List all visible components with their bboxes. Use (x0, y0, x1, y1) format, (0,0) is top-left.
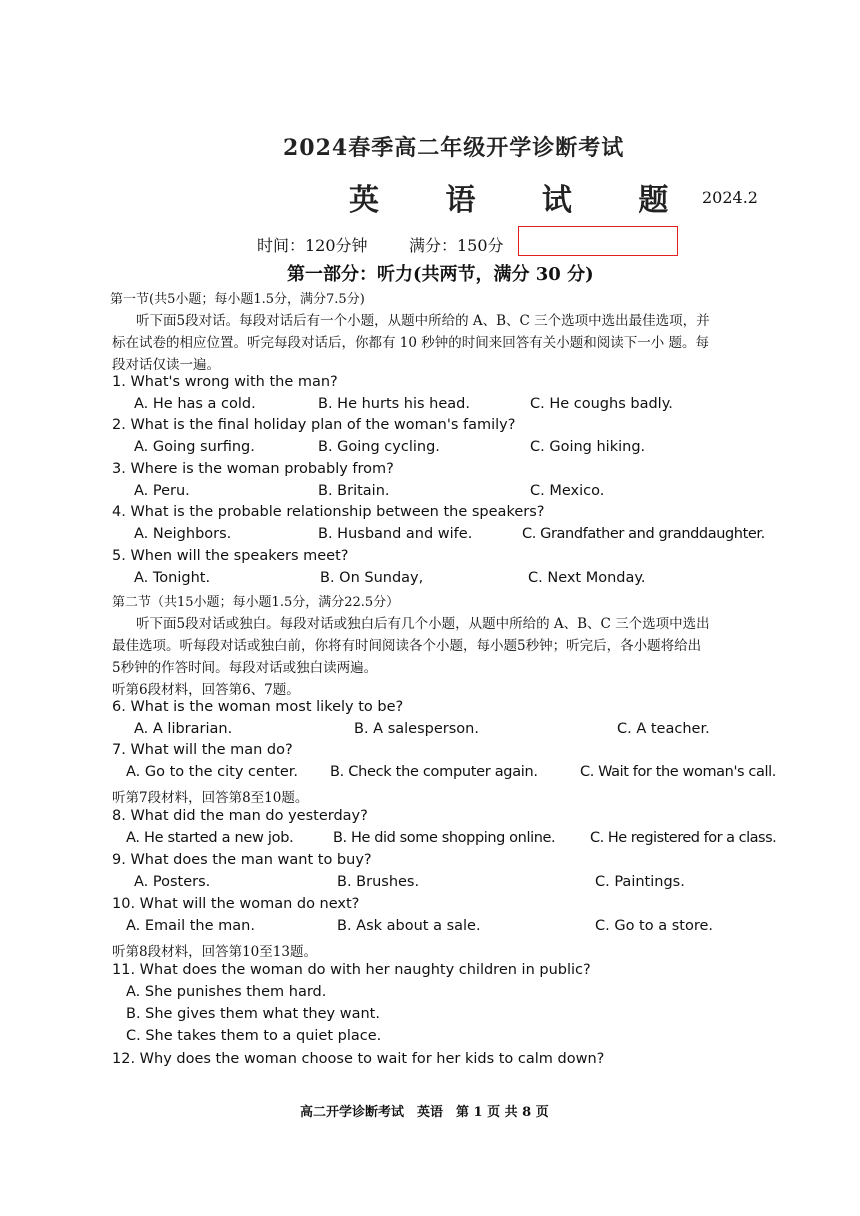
section2-heading: 第二节（共15小题；每小题1.5分，满分22.5分） (112, 595, 400, 610)
q2-option-a: A. Going surfing. (134, 439, 255, 455)
question-3: 3. Where is the woman probably from? (112, 461, 394, 477)
q1-option-a: A. He has a cold. (134, 396, 256, 412)
section2-instruction-line: 听下面5段对话或独白。每段对话或独白后有几个小题，从题中所给的 A、B、C 三个选项中选出 (136, 616, 710, 632)
q11-option-c: C. She takes them to a quiet place. (126, 1028, 382, 1044)
q1-option-b: B. He hurts his head. (318, 396, 470, 412)
question-6: 6. What is the woman most likely to be? (112, 699, 404, 715)
question-9: 9. What does the man want to buy? (112, 852, 372, 868)
q8-option-b: B. He did some shopping online. (333, 830, 556, 846)
q4-option-b: B. Husband and wife. (318, 526, 473, 542)
q2-option-c: C. Going hiking. (530, 439, 646, 455)
section2-instruction-line: 最佳选项。听每段对话或独白前，你将有时间阅读各个小题，每小题5秒钟；听完后，各小题将给出 (112, 638, 702, 654)
section2-instruction-line: 5秒钟的作答时间。每段对话或独白读两遍。 (112, 660, 378, 676)
exam-title: 2024春季高二年级开学诊断考试 (283, 135, 625, 161)
q9-option-b: B. Brushes. (337, 874, 420, 890)
q9-option-a: A. Posters. (134, 874, 211, 890)
question-7: 7. What will the man do? (112, 742, 293, 758)
q3-option-c: C. Mexico. (530, 483, 605, 499)
q7-option-c: C. Wait for the woman's call. (580, 764, 776, 780)
q9-option-c: C. Paintings. (595, 874, 685, 890)
part1-heading: 第一部分：听力(共两节，满分 30 分) (287, 264, 594, 285)
question-12: 12. Why does the woman choose to wait for her kids to calm down? (112, 1051, 605, 1067)
material-6-heading: 听第6段材料，回答第6、7题。 (112, 682, 300, 698)
redacted-box (518, 226, 678, 256)
q7-option-b: B. Check the computer again. (330, 764, 538, 780)
section1-instruction-line: 听下面5段对话。每段对话后有一个小题，从题中所给的 A、B、C 三个选项中选出最佳选项，并 (136, 313, 710, 329)
score-info: 满分：150分 (409, 236, 504, 255)
q10-option-b: B. Ask about a sale. (337, 918, 481, 934)
q8-option-a: A. He started a new job. (126, 830, 294, 846)
section1-instruction-line: 标在试卷的相应位置。听完每段对话后，你都有 10 秒钟的时间来回答有关小题和阅读下一小 题。每 (112, 335, 710, 351)
question-1: 1. What's wrong with the man? (112, 374, 338, 390)
q5-option-b: B. On Sunday, (320, 570, 424, 586)
time-info: 时间：120分钟 (257, 236, 368, 255)
question-4: 4. What is the probable relationship between the speakers? (112, 504, 545, 520)
question-8: 8. What did the man do yesterday? (112, 808, 368, 824)
q4-option-a: A. Neighbors. (134, 526, 232, 542)
section1-heading: 第一节(共5小题；每小题1.5分，满分7.5分) (110, 292, 365, 307)
question-10: 10. What will the woman do next? (112, 896, 360, 912)
question-5: 5. When will the speakers meet? (112, 548, 349, 564)
question-11: 11. What does the woman do with her naughty children in public? (112, 962, 591, 978)
q10-option-a: A. Email the man. (126, 918, 255, 934)
q10-option-c: C. Go to a store. (595, 918, 714, 934)
material-7-heading: 听第7段材料，回答第8至10题。 (112, 790, 309, 806)
q5-option-c: C. Next Monday. (528, 570, 646, 586)
q6-option-c: C. A teacher. (617, 721, 710, 737)
q5-option-a: A. Tonight. (134, 570, 211, 586)
q1-option-c: C. He coughs badly. (530, 396, 673, 412)
q2-option-b: B. Going cycling. (318, 439, 440, 455)
question-2: 2. What is the final holiday plan of the woman's family? (112, 417, 516, 433)
page-footer: 高二开学诊断考试 英语 第 1 页 共 8 页 (300, 1105, 549, 1120)
material-8-heading: 听第8段材料，回答第10至13题。 (112, 944, 317, 960)
q3-option-b: B. Britain. (318, 483, 390, 499)
section1-instruction-line: 段对话仅读一遍。 (112, 357, 220, 373)
q7-option-a: A. Go to the city center. (126, 764, 298, 780)
q4-option-c: C. Grandfather and granddaughter. (522, 526, 765, 542)
q8-option-c: C. He registered for a class. (590, 830, 777, 846)
q3-option-a: A. Peru. (134, 483, 190, 499)
q11-option-a: A. She punishes them hard. (126, 984, 327, 1000)
q11-option-b: B. She gives them what they want. (126, 1006, 380, 1022)
q6-option-a: A. A librarian. (134, 721, 233, 737)
exam-date: 2024.2 (702, 188, 758, 207)
q6-option-b: B. A salesperson. (354, 721, 479, 737)
subject-title: 英 语 试 题 (349, 183, 697, 218)
